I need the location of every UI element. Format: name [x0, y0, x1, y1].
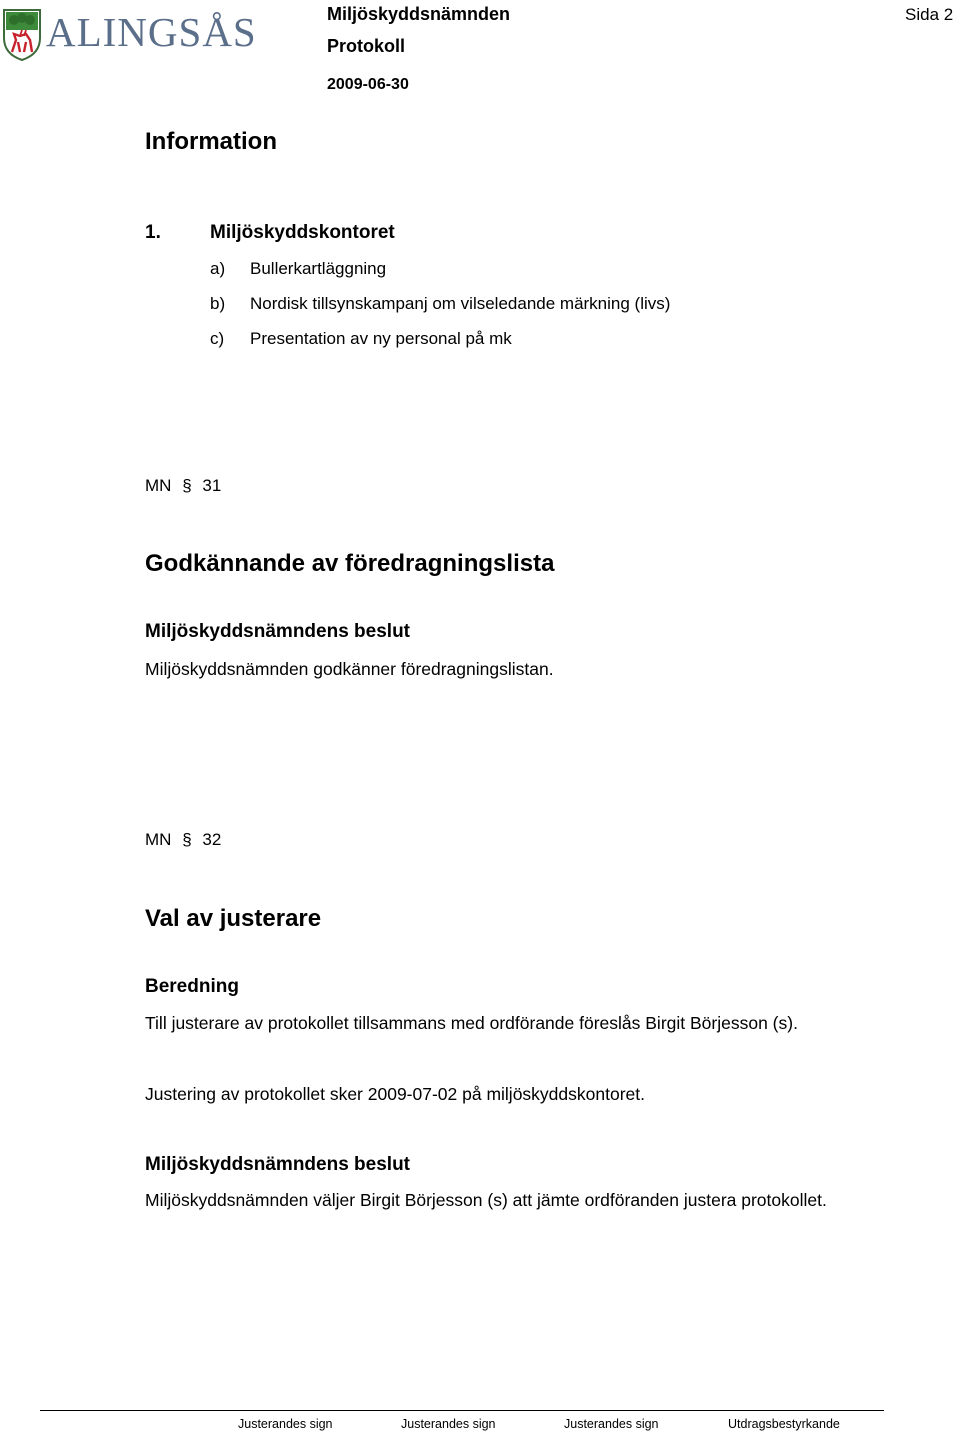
section-32-preparation-heading: Beredning — [145, 976, 239, 997]
section-31-number: MN § 31 — [145, 476, 222, 495]
info-item-number: 1. — [145, 222, 161, 243]
section-31-title: Godkännande av föredragningslista — [145, 550, 555, 577]
section-32-number: MN § 32 — [145, 830, 222, 849]
meeting-date: 2009-06-30 — [327, 76, 409, 93]
municipality-logo — [0, 6, 262, 64]
info-item-title: Miljöskyddskontoret — [210, 222, 395, 243]
section-31-decision-heading: Miljöskyddsnämndens beslut — [145, 621, 410, 642]
subitem-text: Nordisk tillsynskampanj om vilseledande märkning (livs) — [250, 294, 671, 313]
page-number: Sida 2 — [905, 5, 954, 24]
section-sign: § — [182, 830, 192, 849]
footer-signature-label: Justerandes sign — [401, 1417, 496, 1431]
coat-of-arms-icon — [2, 8, 42, 62]
subitem-letter: a) — [210, 259, 226, 278]
document-type: Protokoll — [327, 36, 406, 56]
section-32-preparation-text: Till justerare av protokollet tillsammans med ordförande föreslås Birgit Börjesson (s). — [145, 1013, 798, 1033]
subitem-text: Bullerkartläggning — [250, 259, 387, 278]
section-32-decision-heading: Miljöskyddsnämndens beslut — [145, 1154, 410, 1175]
section-31-decision-text: Miljöskyddsnämnden godkänner föredragningslistan. — [145, 659, 554, 679]
logo-wordmark: ALINGSÅS — [46, 9, 257, 55]
committee-name: Miljöskyddsnämnden — [327, 4, 511, 24]
subitem-letter: b) — [210, 294, 226, 313]
footer-divider — [40, 1410, 884, 1411]
section-sign: § — [182, 476, 192, 495]
footer-signature-label: Justerandes sign — [564, 1417, 659, 1431]
section-32-decision-text: Miljöskyddsnämnden väljer Birgit Börjesson (s) att jämte ordföranden justera protokollet. — [145, 1190, 827, 1210]
footer-signature-label: Justerandes sign — [238, 1417, 333, 1431]
subitem-letter: c) — [210, 329, 225, 348]
subitem-text: Presentation av ny personal på mk — [250, 329, 512, 348]
information-heading: Information — [145, 128, 277, 155]
section-32-title: Val av justerare — [145, 905, 322, 932]
footer-certification-label: Utdragsbestyrkande — [728, 1417, 840, 1431]
section-32-adjustment-text: Justering av protokollet sker 2009-07-02 på miljöskyddskontoret. — [145, 1084, 645, 1104]
